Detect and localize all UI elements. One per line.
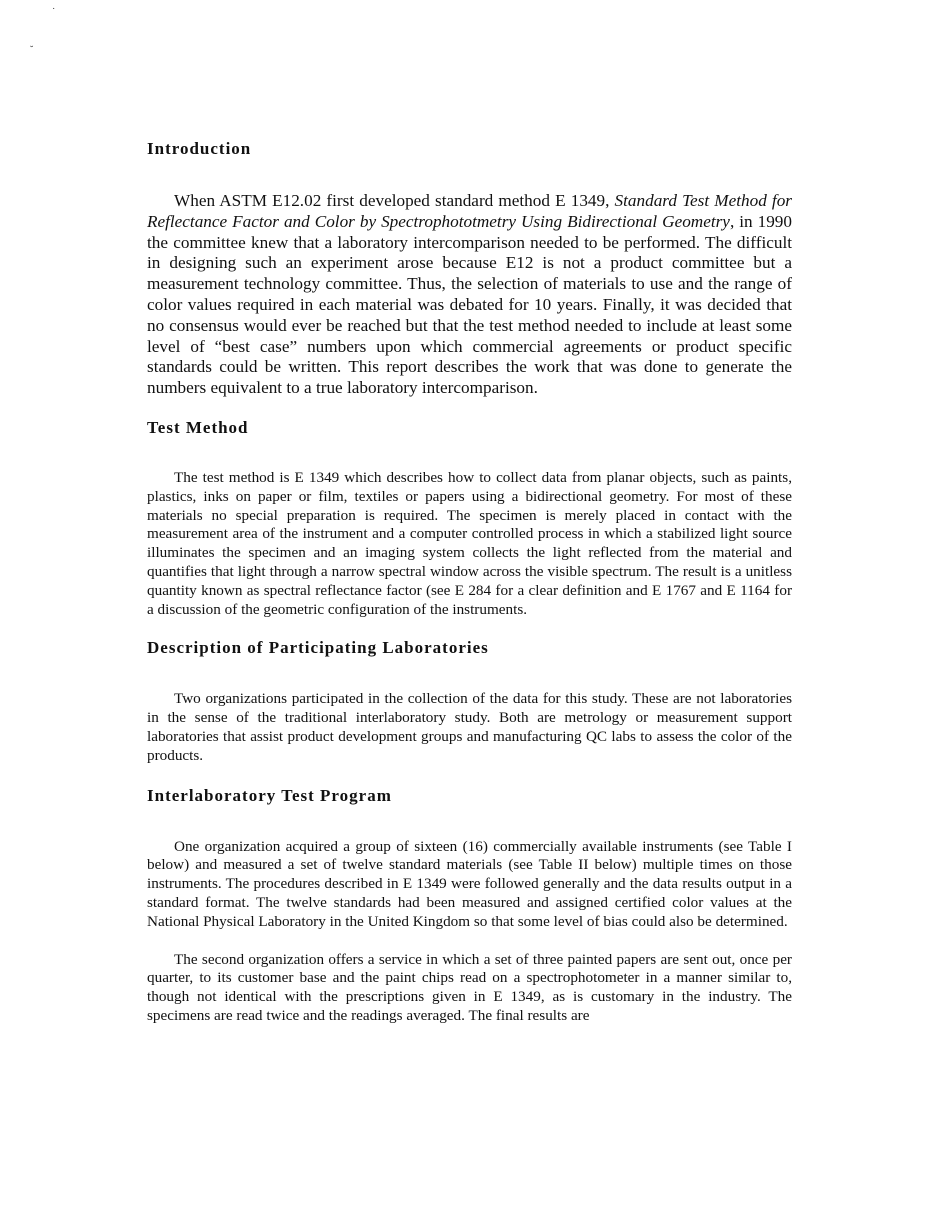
introduction-text-start: When ASTM E12.02 first developed standard method E 1349, [174,191,615,210]
standard-title: Standard Test Method for Reflectance Factor and Color by Spectrophototmetry Using Bidirectional Geometry [147,191,792,231]
document-page [147,138,792,1026]
scan-speck: ˙ [52,7,56,18]
section-heading-test-program: Interlaboratory Test Program [147,785,392,805]
section-heading-participating-laboratories: Description of Participating Laboratories [147,638,489,658]
test-method-paragraph: The test method is E 1349 which describes how to collect data from planar objects, such as paints, plastics, inks on paper or film, textiles or papers using a bidirectional geometry. For most of these materials no special preparation is required. The specimen is merely placed in contact with the measurement area of the instrument and a computer controlled process in which a stabilized light source illuminates the specimen and an imaging system collects the light reflected from the material and quantifies that light through a narrow spectral window across the visible spectrum. The result is a unitless quantity known as spectral reflectance factor (see E 284 for a clear definition and E 1767 and E 1164 for a discussion of the geometric configuration of the instruments. [147,468,792,618]
test-program-paragraph-2: The second organization offers a service in which a set of three painted papers are sent out, once per quarter, to its customer base and the paint chips read on a spectrophotometer in a manner similar to, though not identical with the prescriptions given in E 1349, as is customary in the industry. The specimens are read twice and the readings averaged. The final results are [147,950,792,1024]
test-program-paragraph-1: One organization acquired a group of sixteen (16) commercially available instruments (see Table I below) and measured a set of twelve standard materials (see Table II below) multiple times on those instruments. The procedures described in E 1349 were followed generally and the data results output in a standard format. The twelve standards had been measured and assigned certified color values at the National Physical Laboratory in the United Kingdom so that some level of bias could also be determined. [147,837,792,930]
section-heading-introduction: Introduction [147,139,252,158]
scan-speck: ˘ [30,45,34,56]
introduction-paragraph [147,191,792,399]
laboratories-paragraph: Two organizations participated in the collection of the data for this study. These are not laboratories in the sense of the traditional interlaboratory study. Both are metrology or measurement support laboratories that assist product development groups and manufacturing QC labs to assess the color of the products. [147,690,792,764]
introduction-text-end: , in 1990 the committee knew that a laboratory intercomparison needed to be performed. The difficult in designing such an experiment arose because E12 is not a product committee but a measurement technology committee. Thus, the selection of materials to use and the range of color values required in each material was debated for 10 years. Finally, it was decided that no consensus would ever be reached but that the test method needed to include at least some level of “best case” numbers upon which commercial agreements or product specific standards could be written. This report describes the work that was done to generate the numbers equivalent to a true laboratory intercomparison. [147,211,792,398]
section-heading-test-method: Test Method [147,417,249,437]
